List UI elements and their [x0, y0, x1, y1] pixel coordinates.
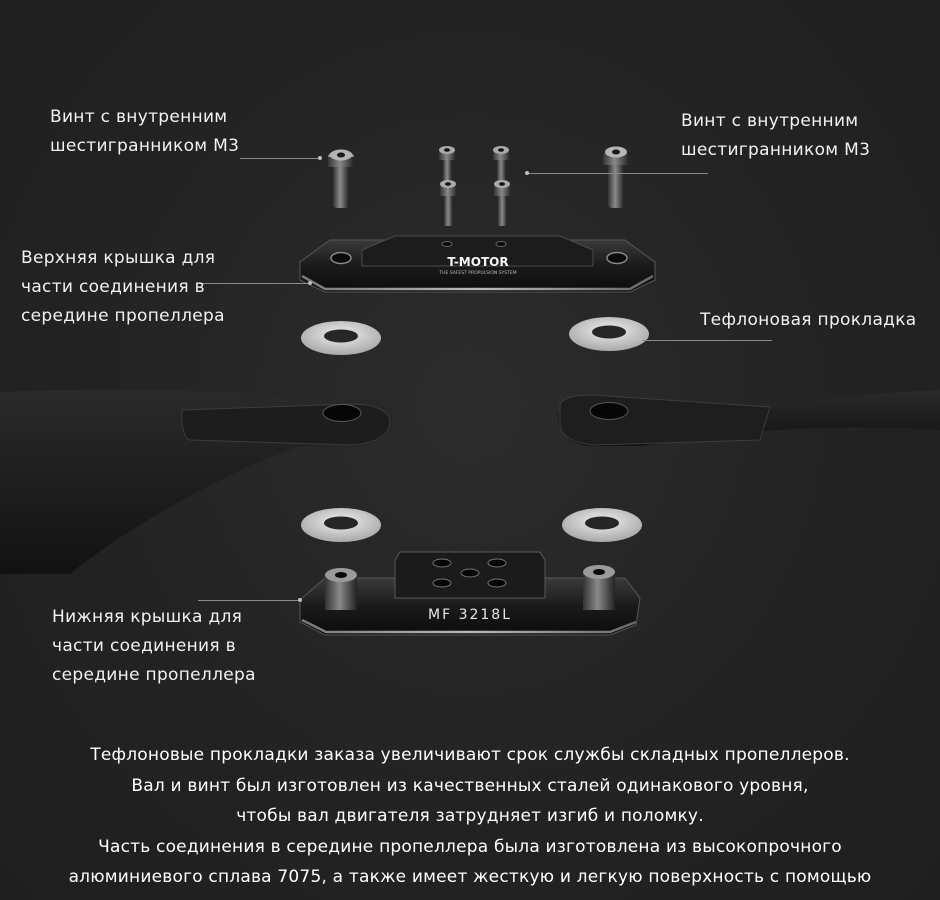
callout-screw-right [681, 107, 870, 165]
propeller-blade-right [558, 390, 940, 446]
screw-small-3 [440, 180, 457, 226]
leader-dot-bottom-cover [298, 598, 302, 602]
description-line5: алюминиевого сплава 7075, а также имеет жесткую и легкую поверхность с помощью [68, 867, 872, 887]
callout-screw-right-line2: шестигранником М3 [681, 140, 871, 160]
callout-screw-right-line1: Винт с внутренним [681, 111, 859, 131]
leader-dot-screw-right [525, 171, 529, 175]
description-line3: чтобы вал двигателя затрудняет изгиб и поломку. [236, 806, 704, 826]
callout-top-cover-line1: Верхняя крышка для [21, 248, 216, 268]
callout-top-cover [21, 244, 225, 331]
screw-right [603, 147, 629, 209]
callout-screw-left-line1: Винт с внутренним [50, 107, 228, 127]
propeller-blade-left [0, 390, 393, 574]
bottom-cover-marking: MF 3218L [427, 607, 513, 623]
leader-dot-teflon-pad [638, 338, 642, 342]
leader-line-bottom-cover [198, 600, 300, 601]
washer-upper-right [569, 317, 649, 351]
callout-teflon-pad-line1: Тефлоновая прокладка [700, 310, 917, 330]
top-cover [300, 236, 655, 292]
top-cover-tagline: THE SAFEST PROPULSION SYSTEM [439, 271, 517, 276]
callout-top-cover-line2: части соединения в [21, 277, 205, 297]
callout-bottom-cover-line2: части соединения в [52, 636, 236, 656]
description-line1: Тефлоновые прокладки заказа увеличивают срок службы складных пропеллеров. [90, 745, 850, 765]
screw-small-2 [493, 146, 510, 182]
leader-line-teflon-pad [640, 340, 772, 341]
top-cover-logo: T-MOTOR [447, 255, 509, 269]
bottom-cover [300, 552, 640, 635]
washer-lower-right [562, 508, 642, 542]
callout-screw-left [50, 103, 239, 161]
callout-bottom-cover [52, 603, 256, 690]
leader-line-screw-left [240, 158, 320, 159]
description-line2: Вал и винт был изготовлен из качественных сталей одинакового уровня, [131, 775, 809, 796]
leader-line-screw-right [528, 173, 708, 174]
feature-description [0, 740, 940, 893]
callout-teflon-pad [700, 306, 917, 335]
callout-bottom-cover-line1: Нижняя крышка для [52, 607, 243, 627]
leader-dot-screw-left [318, 156, 322, 160]
description-line4: Часть соединения в середине пропеллера была изготовлена из высокопрочного [98, 836, 842, 857]
leader-dot-top-cover [308, 281, 312, 285]
screw-left [328, 150, 354, 209]
washer-upper-left [301, 321, 381, 355]
screw-small-1 [439, 146, 456, 182]
callout-screw-left-line2: шестигранником М3 [50, 136, 240, 156]
screw-small-4 [494, 180, 511, 226]
callout-top-cover-line3: середине пропеллера [21, 306, 225, 326]
washer-lower-left [301, 508, 381, 542]
callout-bottom-cover-line3: середине пропеллера [52, 665, 256, 685]
